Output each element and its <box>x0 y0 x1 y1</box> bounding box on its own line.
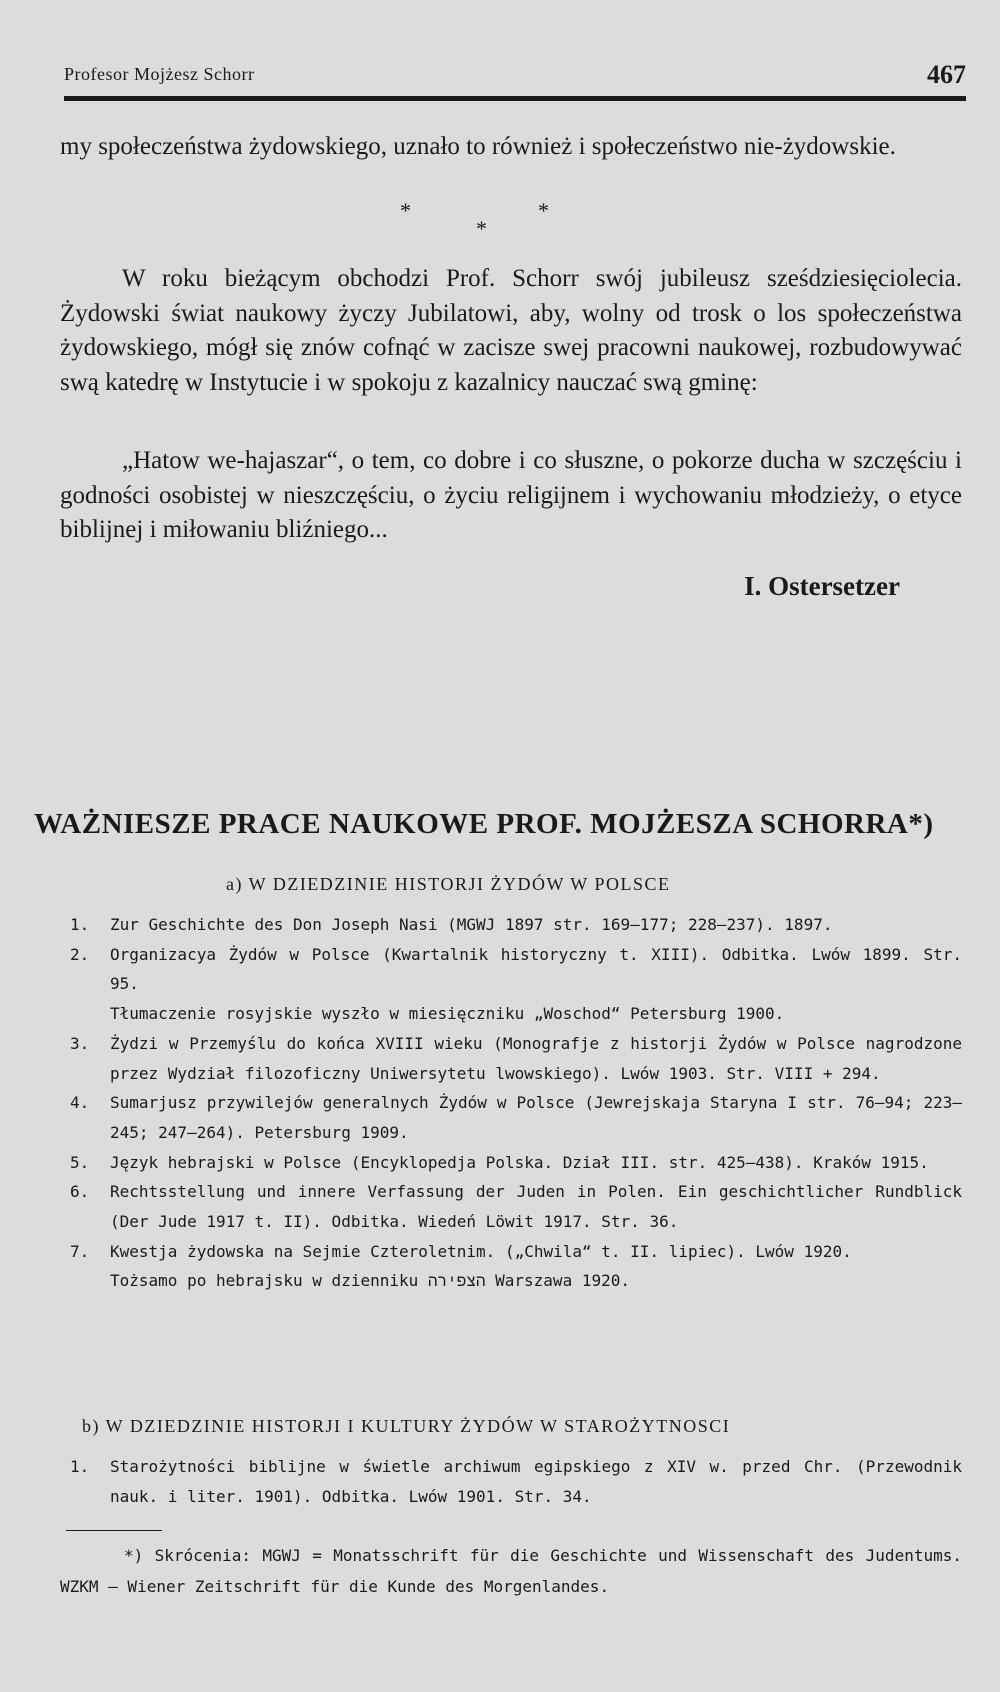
bibliography-list-a <box>70 910 962 1296</box>
bib-entry-text: Organizacya Żydów w Polsce (Kwartalnik historyczny t. XIII). Odbitka. Lwów 1899. Str. 95. <box>110 944 962 994</box>
page-header <box>64 60 966 100</box>
asterisk-left: * <box>400 198 411 223</box>
bib-entry-number: 5. <box>70 1152 90 1172</box>
page-number: 467 <box>927 60 966 89</box>
bib-entry-number: 6. <box>70 1182 90 1202</box>
subsection-heading-a: a) W DZIEDZINIE HISTORJI ŻYDÓW W POLSCE <box>226 874 671 894</box>
bib-entry <box>70 1029 962 1088</box>
bib-entry-number: 4. <box>70 1093 90 1113</box>
bib-entry <box>70 1177 962 1236</box>
bib-entry-note: Tłumaczenie rosyjskie wyszło w miesięczniku „Woschod“ Petersburg 1900. <box>110 1004 785 1024</box>
asterisk-center: * <box>476 216 487 241</box>
paragraph-3: „Hatow we-hajaszar“, o tem, co dobre i co słuszne, o pokorze ducha w szczęściu i godności osobistej w nieszczęściu, o życiu religijnem i wychowaniu młodzieży, o etyce biblijnej i miłowaniu bliźniego... <box>60 447 962 543</box>
paragraph-1: my społeczeństwa żydowskiego, uznało to również i społeczeństwo nie-żydowskie. <box>60 133 896 160</box>
subsection-heading-b: b) W DZIEDZINIE HISTORJI I KULTURY ŻYDÓW W STAROŻYTNOSCI <box>82 1416 731 1436</box>
section-title: WAŻNIESZE PRACE NAUKOWE PROF. MOJŻESZA SCHORRA*) <box>34 808 934 840</box>
asterisk-right: * <box>538 198 549 223</box>
footnote-rule <box>66 1530 162 1531</box>
bib-entry-text: Język hebrajski w Polsce (Encyklopedja Polska. Dział III. str. 425—438). Kraków 1915. <box>110 1152 929 1172</box>
footnote: *) Skrócenia: MGWJ = Monatsschrift für die Geschichte und Wissenschaft des Judentums. WZKM — Wiener Zeitschrift für die Kunde des Morgenlandes. <box>60 1546 962 1596</box>
bib-entry <box>70 1237 962 1296</box>
header-rule <box>64 96 966 101</box>
bib-entry <box>70 1148 962 1178</box>
bib-entry <box>70 1452 962 1511</box>
bib-entry-number: 7. <box>70 1241 90 1261</box>
bib-entry-number: 2. <box>70 944 90 964</box>
bib-entry-number: 1. <box>70 915 90 934</box>
bib-entry <box>70 910 962 940</box>
bib-entry-text: Żydzi w Przemyślu do końca XVIII wieku (Monografje z historji Żydów w Polsce nagrodzone przez Wydział filozoficzny Uniwersytetu lwowskiego). Lwów 1903. Str. VIII + 294. <box>110 1033 962 1083</box>
bib-entry-note: Tożsamo po hebrajsku w dzienniku הצפירה Warszawa 1920. <box>110 1271 630 1291</box>
bib-entry <box>70 1088 962 1147</box>
running-head: Profesor Mojżesz Schorr <box>64 64 255 84</box>
bibliography-list-b <box>70 1452 962 1511</box>
bib-entry-text: Kwestja żydowska na Sejmie Czteroletnim. („Chwila“ t. II. lipiec). Lwów 1920. <box>110 1241 852 1261</box>
bib-entry <box>70 940 962 1029</box>
bib-entry-text: Rechtsstellung und innere Verfassung der Juden in Polen. Ein geschichtlicher Rundblick (Der Jude 1917 t. II). Odbitka. Wiedeń Löwit 1917. Str. 36. <box>110 1182 962 1232</box>
asterism <box>400 198 600 241</box>
bib-entry-number: 1. <box>70 1457 90 1476</box>
paragraph-2: W roku bieżącym obchodzi Prof. Schorr swój jubileusz sześdziesięciolecia. Żydowski świat naukowy życzy Jubilatowi, aby, wolny od trosk o los społeczeństwa żydowskiego, mógł się znów cofnąć w zacisze swej pracowni naukowej, rozbudowywać swą katedrę w Instytucie i w spokoju z kazalnicy nauczać swą gminę: <box>60 265 962 396</box>
bib-entry-text: Sumarjusz przywilejów generalnych Żydów w Polsce (Jewrejskaja Staryna I str. 76—94; 223—245; 247—264). Petersburg 1909. <box>110 1093 962 1142</box>
bib-entry-text: Starożytności biblijne w świetle archiwum egipskiego z XIV w. przed Chr. (Przewodnik nauk. i liter. 1901). Odbitka. Lwów 1901. Str. 34. <box>110 1457 962 1506</box>
bib-entry-text: Zur Geschichte des Don Joseph Nasi (MGWJ 1897 str. 169—177; 228—237). 1897. <box>110 915 833 934</box>
signature: I. Ostersetzer <box>744 571 900 601</box>
bib-entry-number: 3. <box>70 1033 90 1053</box>
